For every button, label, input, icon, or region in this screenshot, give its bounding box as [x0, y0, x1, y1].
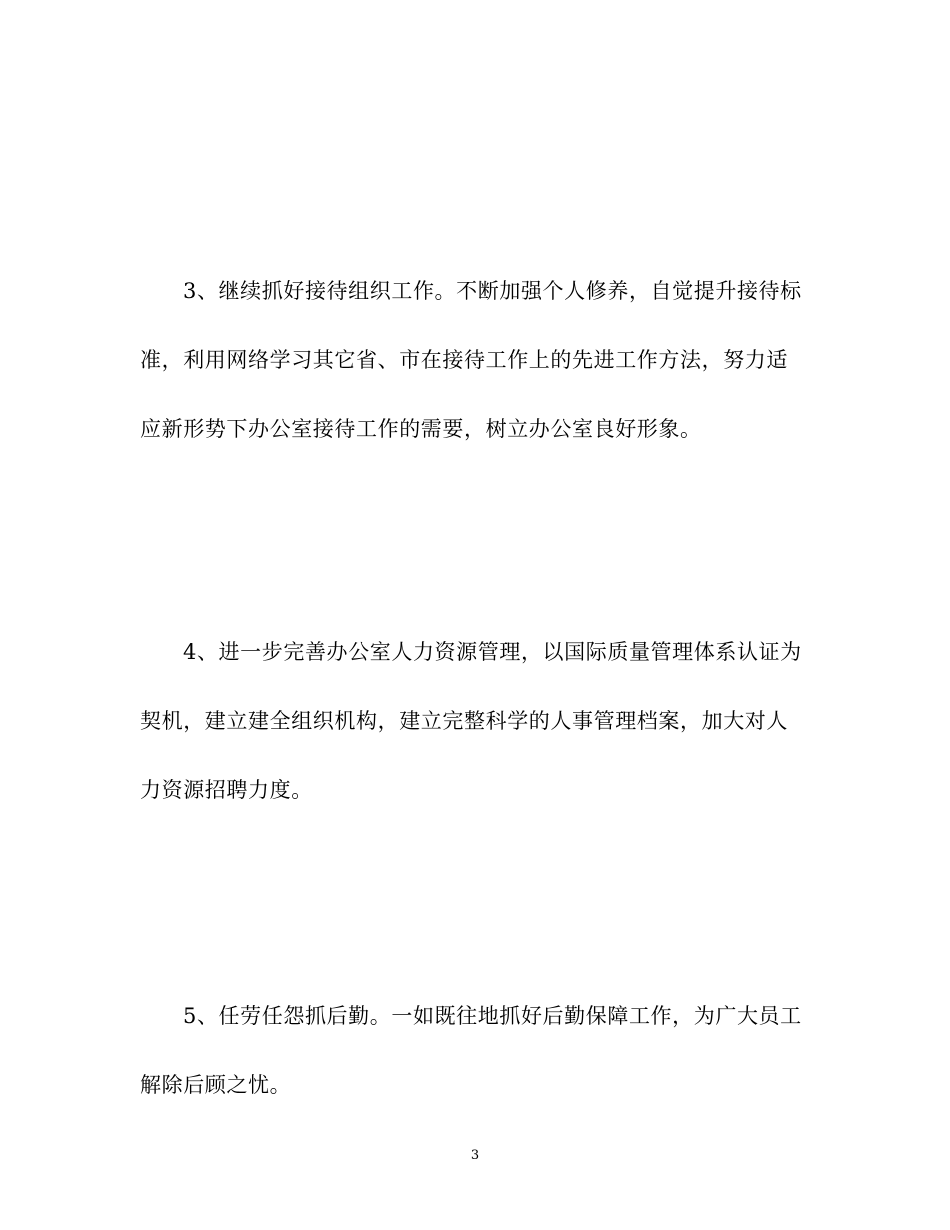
paragraph-line: 3、继续抓好接待组织工作。不断加强个人修养，自觉提升接待标	[183, 279, 802, 303]
paragraph-line: 准，利用网络学习其它省、市在接待工作上的先进工作方法，努力适	[140, 348, 788, 372]
paragraph-line: 5、任劳任怨抓后勤。一如既往地抓好后勤保障工作，为广大员工	[183, 1004, 802, 1028]
paragraph-line: 解除后顾之忧。	[140, 1073, 292, 1097]
paragraph-line: 契机，建立建全组织机构，建立完整科学的人事管理档案，加大对人	[140, 709, 788, 733]
paragraph-line: 4、进一步完善办公室人力资源管理，以国际质量管理体系认证为	[183, 640, 802, 664]
paragraph-line: 力资源招聘力度。	[140, 778, 313, 802]
page-number: 3	[470, 1148, 480, 1163]
paragraph-line: 应新形势下办公室接待工作的需要，树立办公室良好形象。	[140, 417, 702, 441]
